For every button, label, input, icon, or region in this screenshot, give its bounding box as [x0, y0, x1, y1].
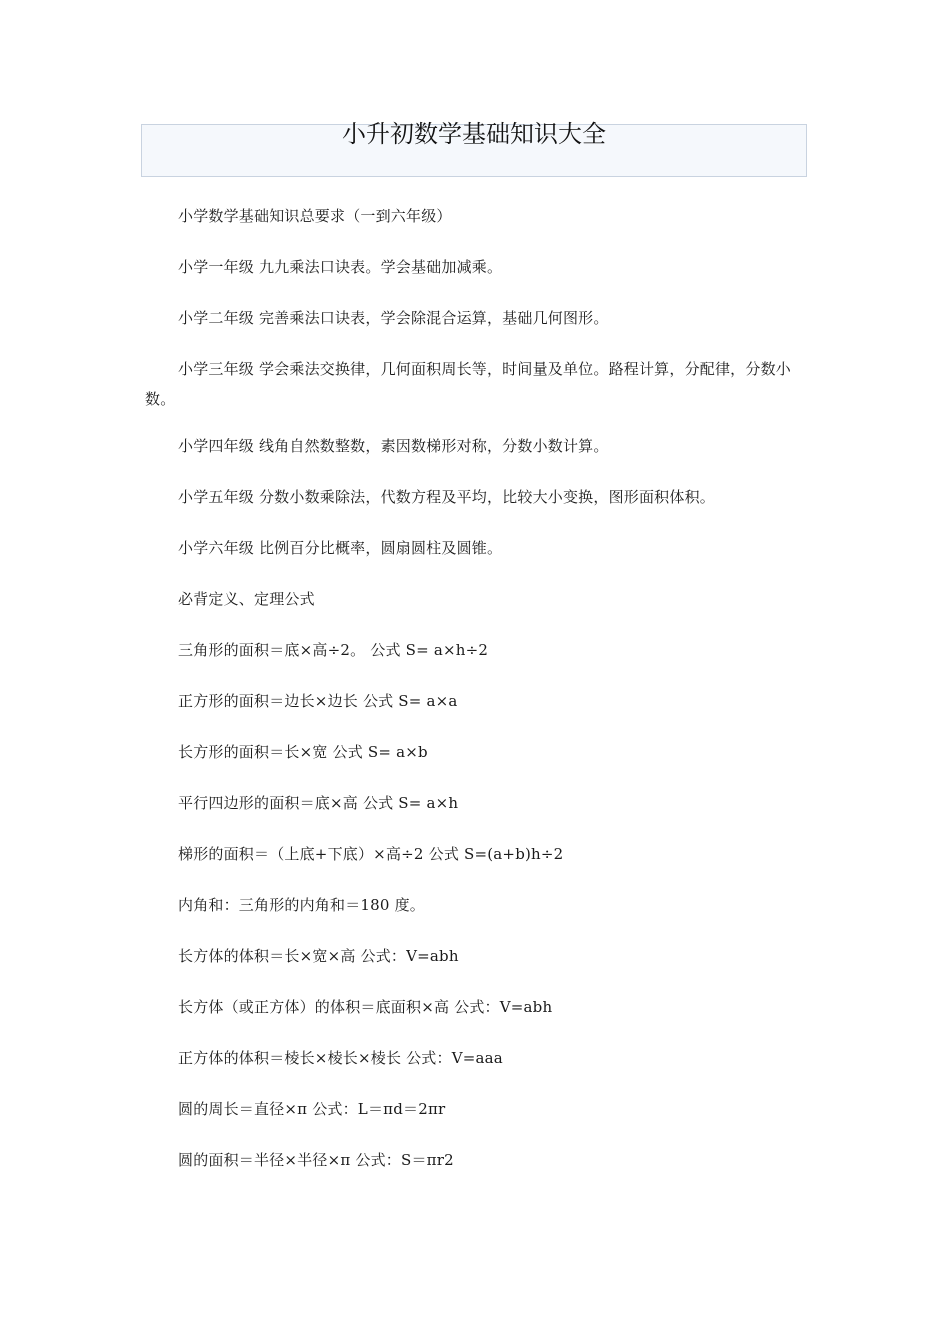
paragraph-cuboid-volume: 长方体的体积＝长×宽×高 公式：V=abh: [178, 947, 459, 965]
paragraph-grade-5: 小学五年级 分数小数乘除法，代数方程及平均，比较大小变换，图形面积体积。: [178, 488, 715, 506]
paragraph-prism-volume: 长方体（或正方体）的体积＝底面积×高 公式：V=abh: [178, 998, 553, 1016]
title-box: [141, 120, 807, 177]
paragraph-circle-area: 圆的面积＝半径×半径×π 公式：S＝πr2: [178, 1151, 454, 1169]
paragraph-grade-3: 小学三年级 学会乘法交换律，几何面积周长等，时间量及单位。路程计算，分配律，分数小数。: [145, 360, 791, 408]
paragraph-grade-6: 小学六年级 比例百分比概率，圆扇圆柱及圆锥。: [178, 539, 503, 557]
paragraph-grade-1: 小学一年级 九九乘法口诀表。学会基础加减乘。: [178, 258, 503, 276]
paragraph-grade-4: 小学四年级 线角自然数整数，素因数梯形对称，分数小数计算。: [178, 437, 609, 455]
paragraph-rectangle-area: 长方形的面积＝长×宽 公式 S= a×b: [178, 743, 428, 761]
paragraph-formulas-heading: 必背定义、定理公式: [178, 590, 315, 608]
paragraph-parallelogram-area: 平行四边形的面积＝底×高 公式 S= a×h: [178, 794, 459, 812]
paragraph-triangle-area: 三角形的面积＝底×高÷2。 公式 S= a×h÷2: [178, 641, 489, 659]
paragraph-square-area: 正方形的面积＝边长×边长 公式 S= a×a: [178, 692, 458, 710]
document-body: [145, 205, 807, 1200]
paragraph-overview: 小学数学基础知识总要求（一到六年级）: [178, 207, 452, 225]
paragraph-trapezoid-area: 梯形的面积＝（上底+下底）×高÷2 公式 S=(a+b)h÷2: [178, 845, 564, 863]
paragraph-circle-circumference: 圆的周长＝直径×π 公式：L＝πd＝2πr: [178, 1100, 446, 1118]
paragraph-grade-2: 小学二年级 完善乘法口诀表，学会除混合运算，基础几何图形。: [178, 309, 609, 327]
paragraph-cube-volume: 正方体的体积＝棱长×棱长×棱长 公式：V=aaa: [178, 1049, 503, 1067]
paragraph-interior-angle: 内角和：三角形的内角和＝180 度。: [178, 896, 425, 914]
document-title: 小升初数学基础知识大全: [342, 120, 606, 148]
